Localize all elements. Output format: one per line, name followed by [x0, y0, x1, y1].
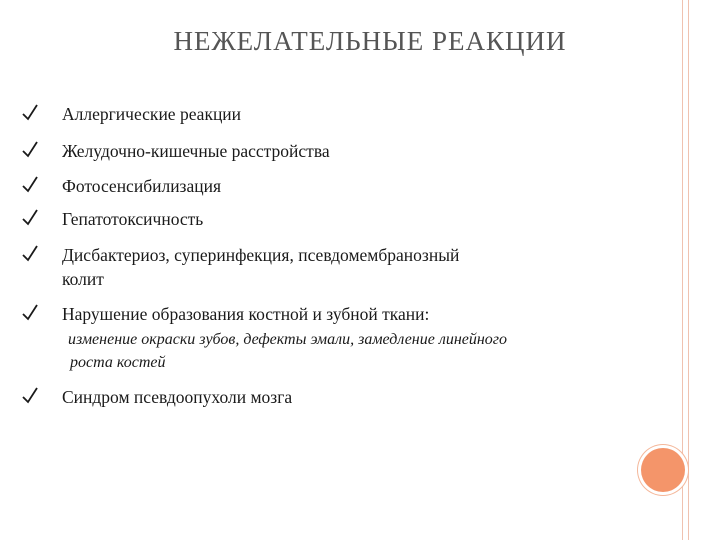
list-item-detail-continuation: роста костей	[70, 354, 166, 371]
list-item-label: Синдром псевдоопухоли мозга	[62, 387, 293, 407]
list-item-label-continuation: колит	[62, 269, 104, 289]
checkmark-icon	[22, 102, 38, 122]
checkmark-icon	[22, 207, 38, 227]
list-item-label: Нарушение образования костной и зубной ткани:	[62, 304, 430, 324]
list-item-label: Фотосенсибилизация	[62, 176, 222, 196]
list-item-label: Дисбактериоз, суперинфекция, псевдомембранозный	[62, 245, 460, 265]
checkmark-icon	[22, 385, 38, 405]
list-item-detail: изменение окраски зубов, дефекты эмали, замедление линейного	[68, 331, 508, 348]
list-item-label: Желудочно-кишечные расстройства	[62, 141, 330, 161]
frame-line-right	[688, 0, 689, 540]
checkmark-icon	[22, 243, 38, 263]
checkmark-icon	[22, 174, 38, 194]
checkmark-icon	[22, 302, 38, 322]
checkmark-icon	[22, 139, 38, 159]
slide-title: НЕЖЕЛАТЕЛЬНЫЕ РЕАКЦИИ	[173, 26, 567, 56]
decorative-circle	[641, 448, 685, 492]
list-item-label: Гепатотоксичность	[62, 209, 204, 229]
list-item-label: Аллергические реакции	[62, 104, 242, 124]
